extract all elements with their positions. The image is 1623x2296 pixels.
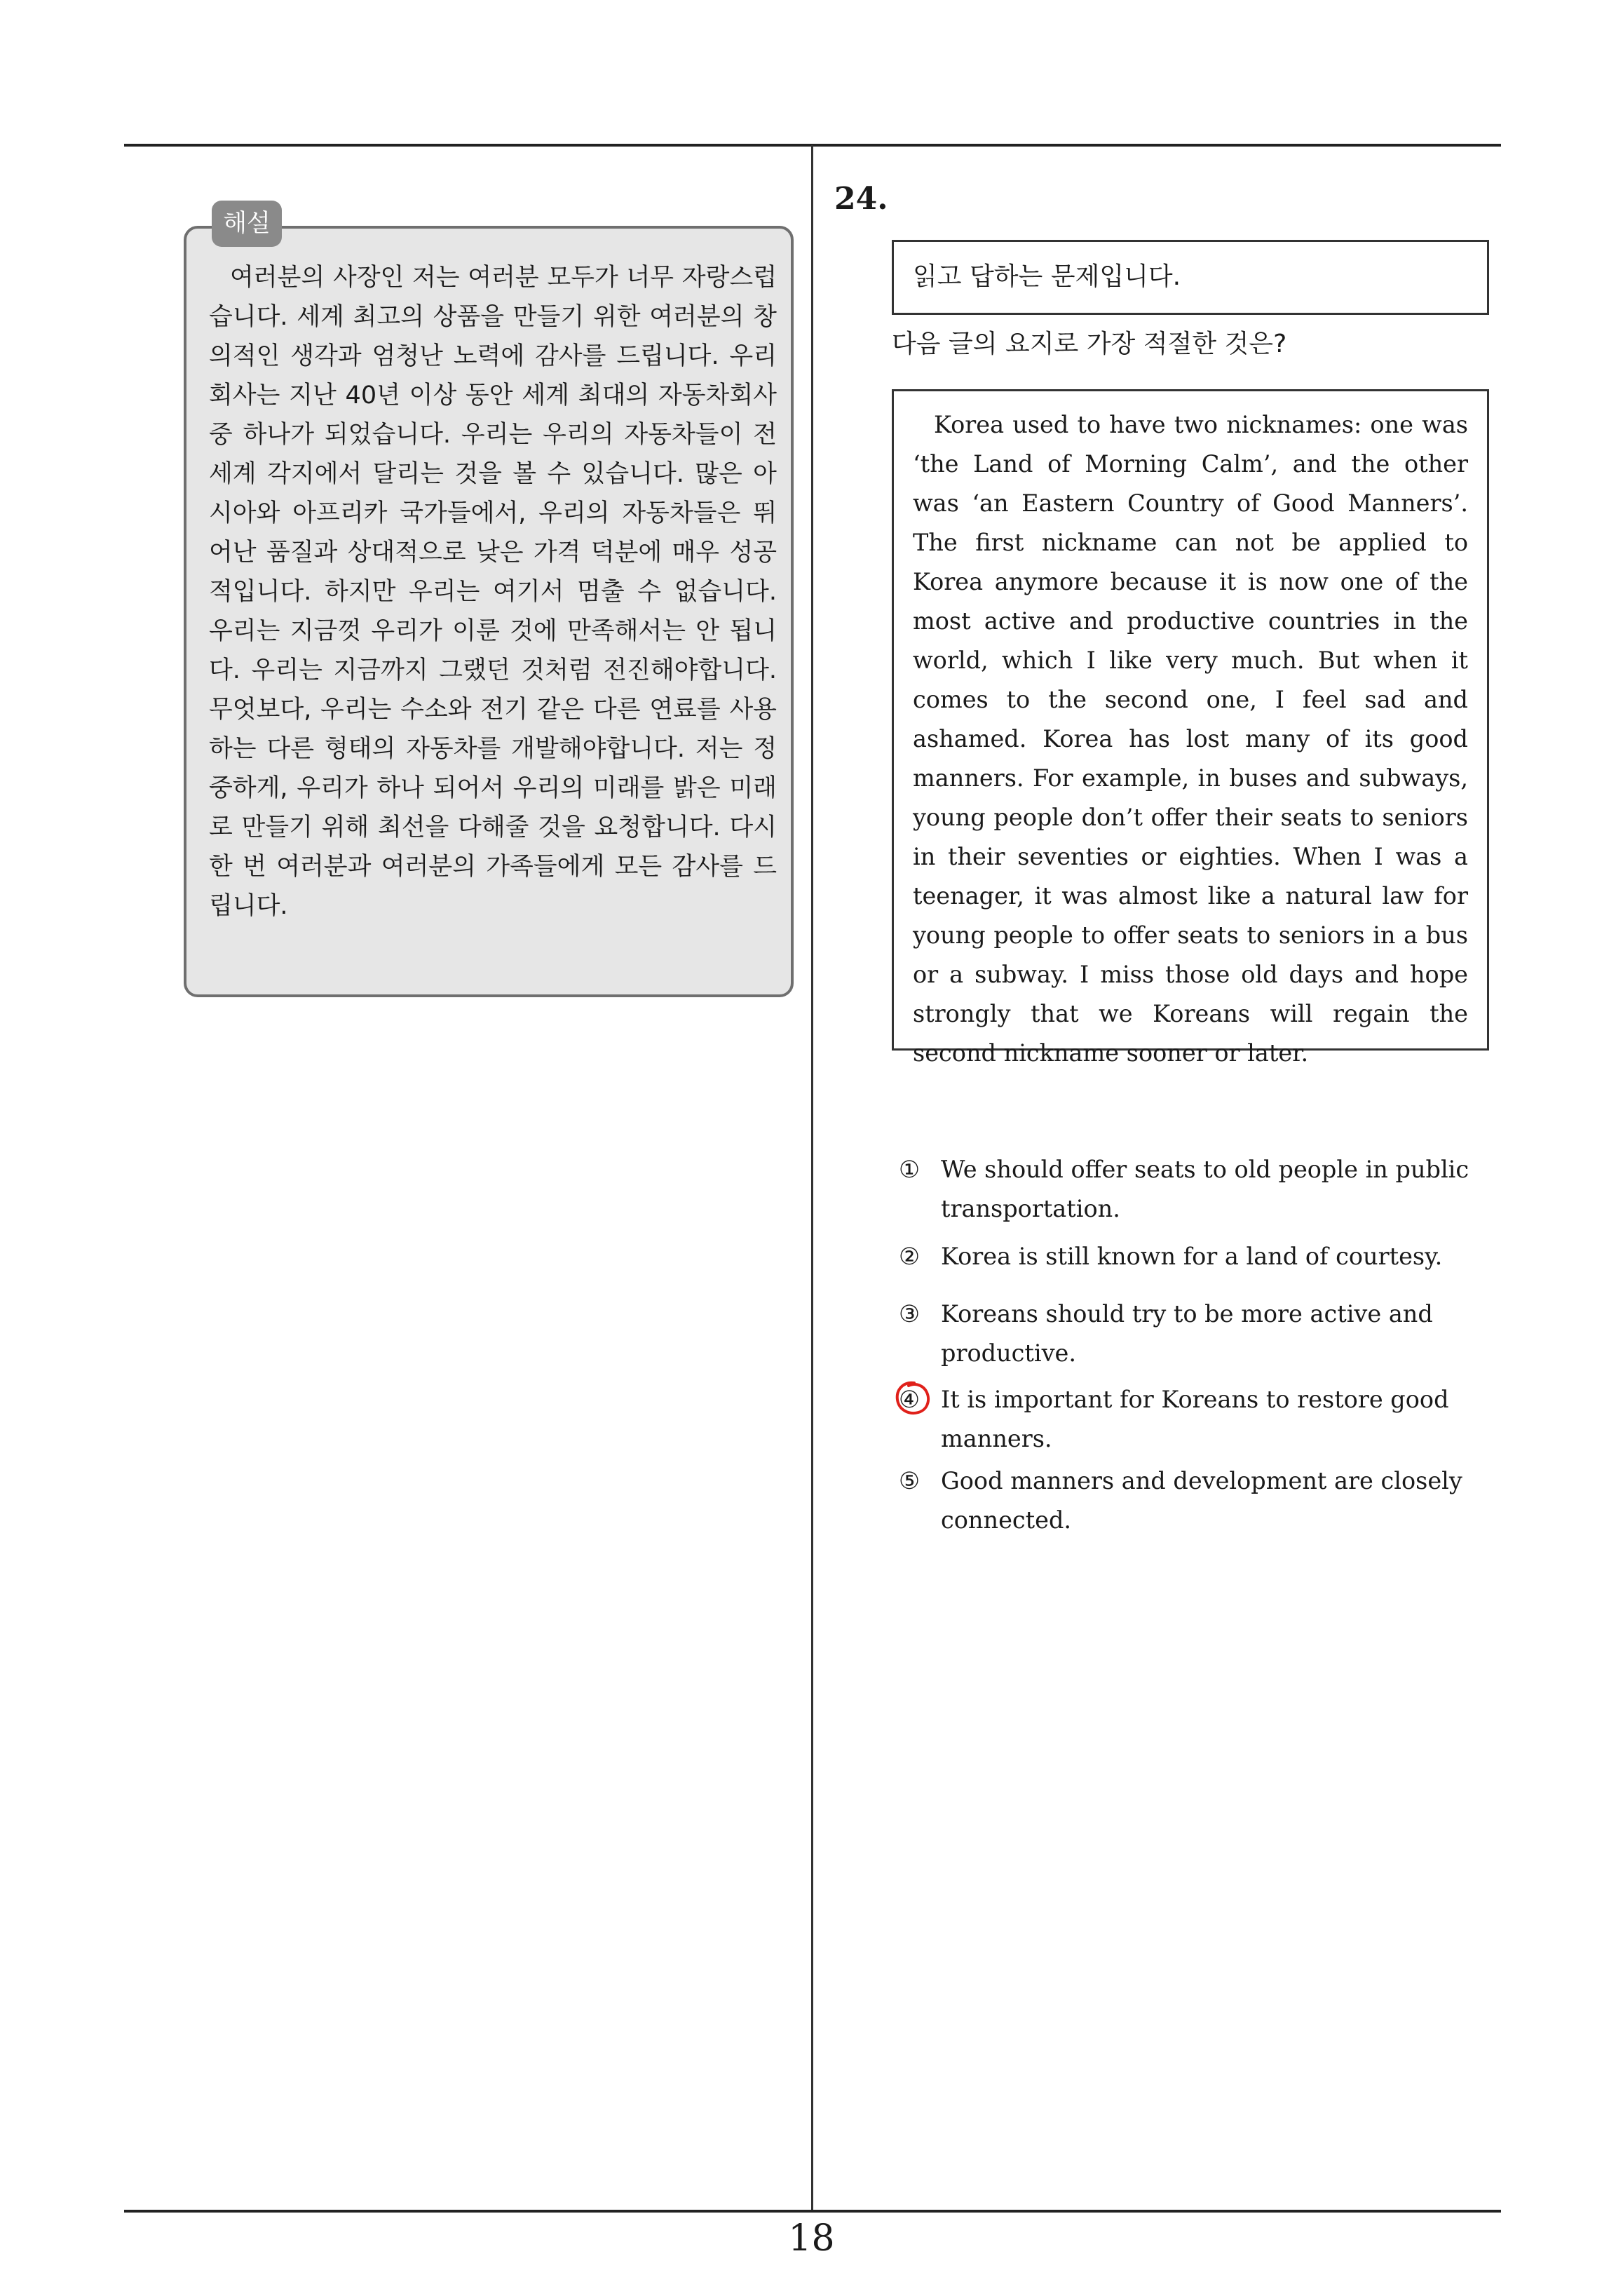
option-text: Korea is still known for a land of courtesy.	[941, 1243, 1443, 1270]
option-number: ②	[899, 1243, 921, 1270]
option-text: We should offer seats to old people in public transportation.	[941, 1156, 1469, 1222]
page-number: 18	[788, 2217, 835, 2260]
option-text: Good manners and development are closely connected.	[941, 1467, 1462, 1534]
option-text: Koreans should try to be more active and productive.	[941, 1300, 1433, 1367]
instruction-text: 읽고 답하는 문제입니다.	[913, 262, 1181, 291]
option-number: ①	[899, 1156, 921, 1183]
explanation-text: 여러분의 사장인 저는 여러분 모두가 너무 자랑스럽습니다. 세계 최고의 상품을 만들기 위한 여러분의 창의적인 생각과 엄청난 노력에 감사를 드립니다. 우리 회사는 지난 40년 이상 동안 세계 최대의 자동차회사 중 하나가 되었습니다. 우리는 우리의 자동차들이 전 세계 각지에서 달리는 것을 볼 수 있습니다. 많은 아시아와 아프리카 국가들에서, 우리의 자동차들은 뛰어난 품질과 상대적으로 낮은 가격 덕분에 매우 성공적입니다. 하지만 우리는 여기서 멈출 수 없습니다. 우리는 지금껏 우리가 이룬 것에 만족해서는 안 됩니다. 우리는 지금까지 그랬던 것처럼 전진해야합니다. 무엇보다, 우리는 수소와 전기 같은 다른 연료를 사용하는 다른 형태의 자동차를 개발해야합니다. 저는 정중하게, 우리가 하나 되어서 우리의 미래를 밝은 미래로 만들기 위해 최선을 다해줄 것을 요청합니다. 다시 한 번 여러분과 여러분의 가족들에게 모든 감사를 드립니다.	[209, 264, 777, 920]
passage-text: Korea used to have two nicknames: one was ‘the Land of Morning Calm’, and the other was ‘an Eastern Country of Good Manners’. The first nickname can not be applied to Korea anymore because it is now one of the most active and productive countries in the world, which I like very much. But when it comes to the second one, I feel sad and ashamed. Korea has lost many of its good manners. For example, in buses and subways, young people don’t offer their seats to seniors in their seventies or eighties. When I was a teenager, it was almost like a natural law for young people to offer seats to seniors in a bus or a subway. I miss those old days and hope strongly that we Koreans will regain the second nickname sooner or later.	[913, 411, 1468, 1067]
option-text: It is important for Koreans to restore good manners.	[941, 1386, 1449, 1452]
explanation-tag: 해설	[212, 201, 282, 247]
question-prompt: 다음 글의 요지로 가장 적절한 것은?	[892, 330, 1287, 358]
option-number: ③	[899, 1300, 921, 1328]
option-number: ④	[899, 1386, 921, 1413]
column-divider	[811, 145, 813, 2211]
question-number: 24.	[834, 181, 888, 217]
option-number: ⑤	[899, 1467, 921, 1494]
bottom-rule	[124, 2210, 1501, 2213]
